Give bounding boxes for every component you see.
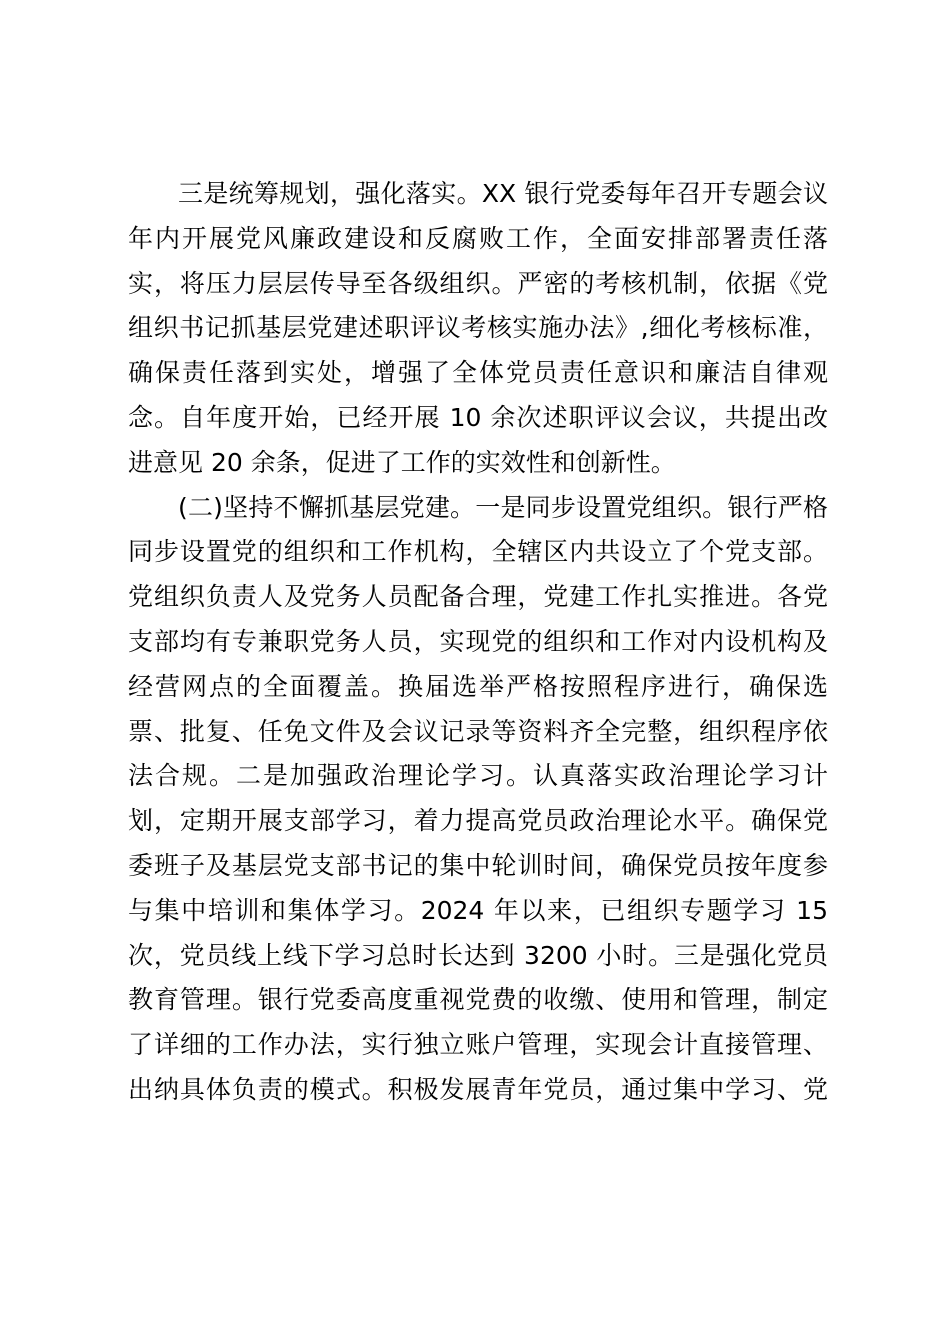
paragraph-line: 法合规。二是加强政治理论学习。认真落实政治理论学习计 bbox=[128, 761, 828, 791]
paragraph-line: 票、批复、任免文件及会议记录等资料齐全完整，组织程序依 bbox=[128, 716, 828, 746]
paragraph-line: 次，党员线上线下学习总时长达到 3200 小时。三是强化党员 bbox=[128, 940, 828, 970]
paragraph-line: 委班子及基层党支部书记的集中轮训时间，确保党员按年度参 bbox=[128, 850, 828, 880]
paragraph-line: 确保责任落到实处，增强了全体党员责任意识和廉洁自律观 bbox=[128, 358, 828, 388]
paragraph-line: 实，将压力层层传导至各级组织。严密的考核机制，依据《党 bbox=[128, 268, 828, 298]
paragraph-line: 了详细的工作办法，实行独立账户管理，实现会计直接管理、 bbox=[128, 1030, 828, 1060]
paragraph-line: 年内开展党风廉政建设和反腐败工作，全面安排部署责任落 bbox=[128, 223, 828, 253]
paragraph-line: 划，定期开展支部学习，着力提高党员政治理论水平。确保党 bbox=[128, 806, 828, 836]
paragraph-line: 与集中培训和集体学习。2024 年以来，已组织专题学习 15 bbox=[128, 895, 828, 925]
paragraph-line: 经营网点的全面覆盖。换届选举严格按照程序进行，确保选 bbox=[128, 671, 828, 701]
paragraph-line: 出纳具体负责的模式。积极发展青年党员，通过集中学习、党 bbox=[128, 1074, 828, 1104]
paragraph-line: 念。自年度开始，已经开展 10 余次述职评议会议，共提出改 bbox=[128, 402, 828, 432]
document-body bbox=[128, 172, 828, 1113]
paragraph-line: 党组织负责人及党务人员配备合理，党建工作扎实推进。各党 bbox=[128, 582, 828, 612]
paragraph-2 bbox=[128, 486, 828, 1113]
paragraph-line: 组织书记抓基层党建述职评议考核实施办法》,细化考核标准， bbox=[128, 313, 828, 343]
paragraph-line: 三是统筹规划，强化落实。XX 银行党委每年召开专题会议 bbox=[178, 179, 828, 208]
paragraph-line: (二)坚持不懈抓基层党建。一是同步设置党组织。银行严格 bbox=[178, 492, 828, 522]
paragraph-line: 教育管理。银行党委高度重视党费的收缴、使用和管理，制定 bbox=[128, 985, 828, 1015]
paragraph-line: 同步设置党的组织和工作机构，全辖区内共设立了个党支部。 bbox=[128, 537, 828, 567]
paragraph-1 bbox=[128, 172, 828, 486]
paragraph-line: 进意见 20 余条，促进了工作的实效性和创新性。 bbox=[128, 447, 676, 477]
paragraph-line: 支部均有专兼职党务人员，实现党的组织和工作对内设机构及 bbox=[128, 626, 828, 656]
